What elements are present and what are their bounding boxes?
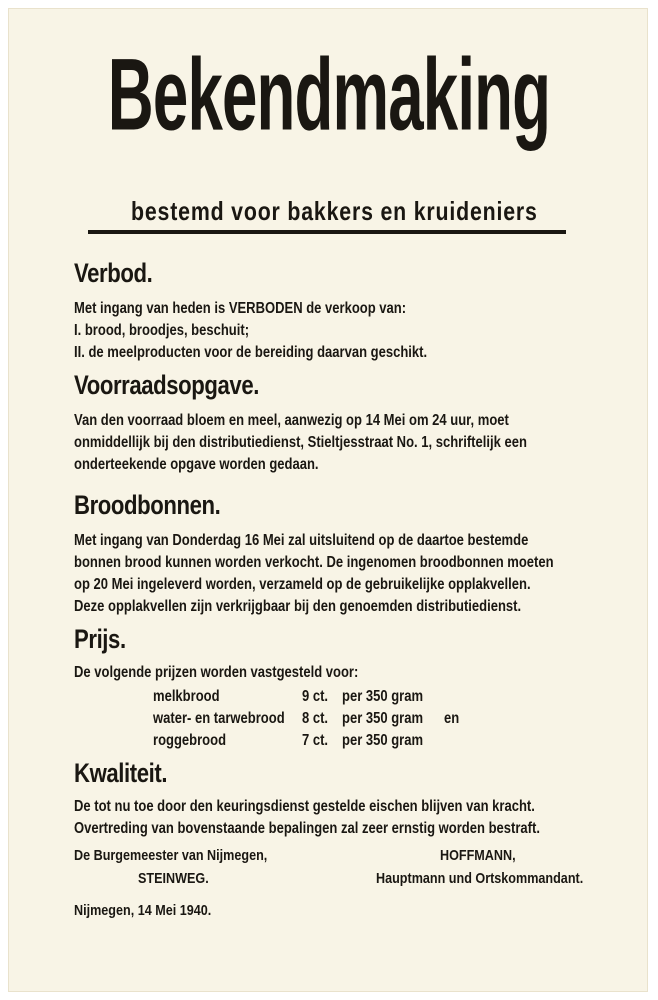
- signature-kommandant-role: Hauptmann und Ortskommandant.: [376, 870, 584, 887]
- signature-burgemeester-name: STEINWEG.: [138, 870, 209, 887]
- signature-burgemeester-role: De Burgemeester van Nijmegen,: [74, 847, 268, 864]
- place-date: Nijmegen, 14 Mei 1940.: [74, 902, 212, 919]
- poster-subtitle: bestemd voor bakkers en kruideniers: [131, 196, 538, 226]
- broodbonnen-line-4: Deze opplakvellen zijn verkrijgbaar bij den genoemden distributiedienst.: [74, 598, 522, 615]
- broodbonnen-line-2: bonnen brood kunnen worden verkocht. De ingenomen broodbonnen moeten: [74, 554, 554, 571]
- broodbonnen-line-1: Met ingang van Donderdag 16 Mei zal uitsluitend op de daartoe bestemde: [74, 532, 529, 549]
- kwaliteit-line-1: De tot nu toe door den keuringsdienst gestelde eischen blijven van kracht.: [74, 798, 535, 815]
- voorraad-line-3: onderteekende opgave worden gedaan.: [74, 456, 319, 473]
- price-amount: 9 ct.: [302, 688, 329, 705]
- heading-verbod: Verbod.: [74, 258, 153, 288]
- title-underline: [88, 230, 566, 234]
- broodbonnen-line-3: op 20 Mei ingeleverd worden, verzameld op de gebruikelijke opplakvellen.: [74, 576, 531, 593]
- voorraad-line-2: onmiddellijk bij den distributiedienst, Stieltjesstraat No. 1, schriftelijk een: [74, 434, 527, 451]
- signature-kommandant-name: HOFFMANN,: [440, 847, 516, 864]
- price-unit: per 350 gram: [342, 688, 424, 705]
- kwaliteit-line-2: Overtreding van bovenstaande bepalingen zal zeer ernstig worden bestraft.: [74, 820, 540, 837]
- voorraad-line-1: Van den voorraad bloem en meel, aanwezig op 14 Mei om 24 uur, moet: [74, 412, 509, 429]
- verbod-line-2: I. brood, broodjes, beschuit;: [74, 322, 250, 339]
- price-product: roggebrood: [153, 732, 227, 749]
- verbod-line-3: II. de meelproducten voor de bereiding daarvan geschikt.: [74, 344, 428, 361]
- price-unit: per 350 gram: [342, 710, 424, 727]
- price-unit: per 350 gram: [342, 732, 424, 749]
- price-product: melkbrood: [153, 688, 220, 705]
- heading-voorraadsopgave: Voorraadsopgave.: [74, 370, 259, 400]
- poster-title: Bekendmaking: [107, 37, 551, 152]
- price-amount: 8 ct.: [302, 710, 329, 727]
- heading-kwaliteit: Kwaliteit.: [74, 758, 168, 788]
- price-product: water- en tarwebrood: [153, 710, 285, 727]
- price-suffix: en: [444, 710, 460, 727]
- prijs-intro: De volgende prijzen worden vastgesteld voor:: [74, 664, 359, 681]
- heading-broodbonnen: Broodbonnen.: [74, 490, 221, 520]
- heading-prijs: Prijs.: [74, 624, 126, 654]
- verbod-line-1: Met ingang van heden is VERBODEN de verkoop van:: [74, 300, 407, 317]
- price-amount: 7 ct.: [302, 732, 329, 749]
